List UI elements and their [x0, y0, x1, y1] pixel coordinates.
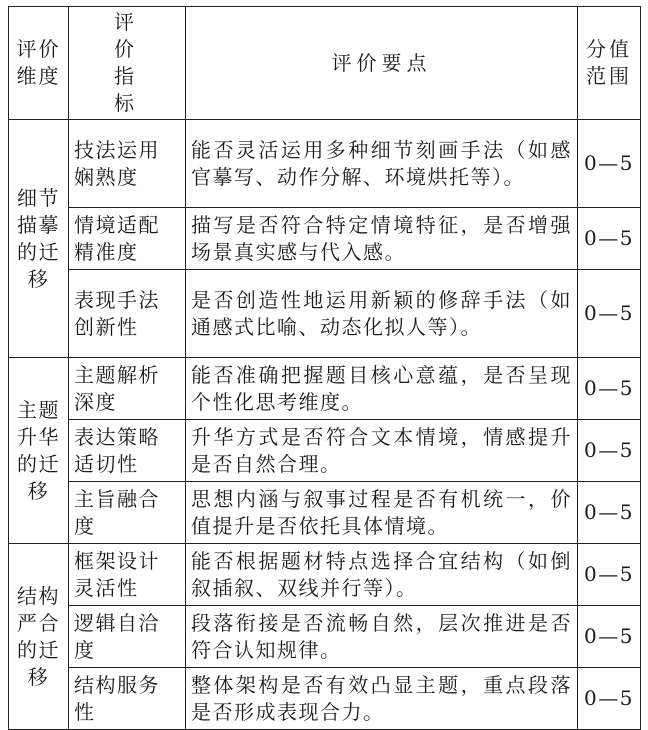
- table-row: [9, 482, 641, 544]
- table-row: [9, 668, 641, 730]
- points-cell: 能否准确把握题目核心意蕴，是否呈现个性化思考维度。: [186, 358, 578, 420]
- points-cell: 能否根据题材特点选择合宜结构（如倒叙插叙、双线并行等）。: [186, 544, 578, 606]
- indicator-cell: 表达策略适切性: [69, 420, 186, 482]
- dimension-cell: [9, 358, 69, 544]
- points-cell: 思想内涵与叙事过程是否有机统一，价值提升是否依托具体情境。: [186, 482, 578, 544]
- header-range-text: 分值范围: [586, 37, 632, 88]
- indicator-cell: 表现手法创新性: [69, 270, 186, 358]
- indicator-cell: 框架设计灵活性: [69, 544, 186, 606]
- table-row: [9, 544, 641, 606]
- points-cell: 整体架构是否有效凸显主题，重点段落是否形成表现合力。: [186, 668, 578, 730]
- table-row: [9, 208, 641, 270]
- indicator-cell: 逻辑自洽度: [69, 606, 186, 668]
- range-cell: 0—5: [578, 120, 641, 208]
- table-row: [9, 606, 641, 668]
- dimension-text: 结构严合的迁移: [17, 583, 60, 689]
- table-row: [9, 358, 641, 420]
- header-dimension-text: 评价维度: [16, 37, 61, 88]
- table-row: [9, 270, 641, 358]
- points-cell: 段落衔接是否流畅自然，层次推进是否符合认知规律。: [186, 606, 578, 668]
- header-indicator-text: 评价指标: [114, 10, 140, 115]
- indicator-cell: 情境适配精准度: [69, 208, 186, 270]
- dimension-cell: [9, 544, 69, 730]
- range-cell: 0—5: [578, 420, 641, 482]
- range-cell: 0—5: [578, 606, 641, 668]
- header-range: [578, 7, 641, 120]
- points-cell: 升华方式是否符合文本情境，情感提升是否自然合理。: [186, 420, 578, 482]
- indicator-cell: 技法运用娴熟度: [69, 120, 186, 208]
- range-cell: 0—5: [578, 358, 641, 420]
- header-indicator: [69, 7, 186, 120]
- range-cell: 0—5: [578, 668, 641, 730]
- indicator-cell: 结构服务性: [69, 668, 186, 730]
- indicator-cell: 主旨融合度: [69, 482, 186, 544]
- range-cell: 0—5: [578, 544, 641, 606]
- dimension-text: 细节描摹的迁移: [17, 185, 60, 291]
- dimension-cell: [9, 120, 69, 358]
- evaluation-rubric-table: [8, 6, 641, 730]
- range-cell: 0—5: [578, 270, 641, 358]
- indicator-cell: 主题解析深度: [69, 358, 186, 420]
- range-cell: 0—5: [578, 208, 641, 270]
- table-row: [9, 120, 641, 208]
- points-cell: 能否灵活运用多种细节刻画手法（如感官摹写、动作分解、环境烘托等）。: [186, 120, 578, 208]
- header-points: [186, 7, 578, 120]
- table-row: [9, 420, 641, 482]
- header-points-text: 评价要点: [331, 50, 432, 75]
- points-cell: 是否创造性地运用新颖的修辞手法（如通感式比喻、动态化拟人等）。: [186, 270, 578, 358]
- header-row: [9, 7, 641, 120]
- range-cell: 0—5: [578, 482, 641, 544]
- header-dimension: [9, 7, 69, 120]
- points-cell: 描写是否符合特定情境特征，是否增强场景真实感与代入感。: [186, 208, 578, 270]
- dimension-text: 主题升华的迁移: [17, 397, 60, 503]
